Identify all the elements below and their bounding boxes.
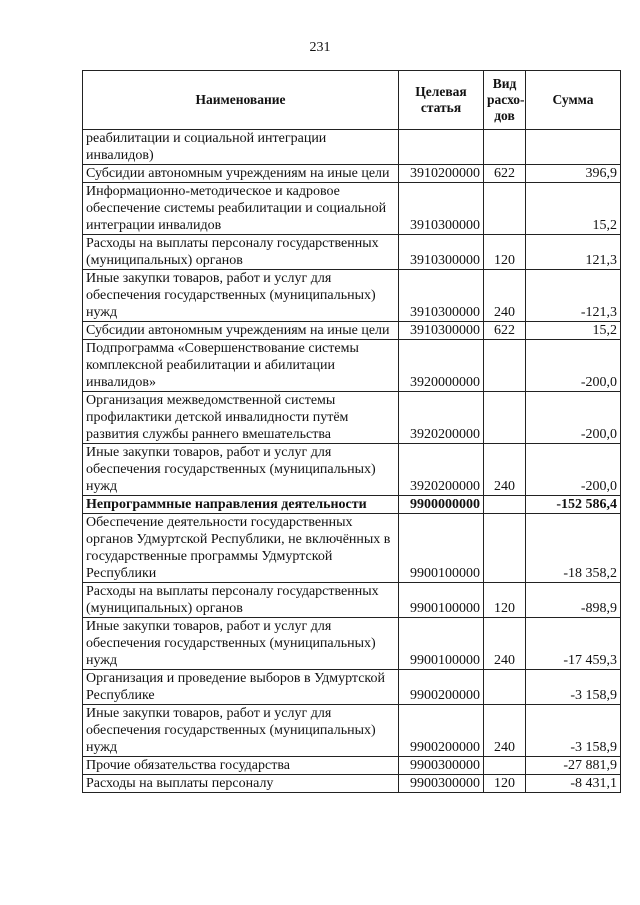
row-code-cell: 3920000000 [399,340,484,392]
table-row [83,496,621,514]
row-name-cell: Обеспечение деятельности государственных органов Удмуртской Республики, не включённых в государственные программы Удмуртской Республики [83,514,399,583]
page-number: 231 [309,40,331,55]
table-row [83,130,621,165]
row-kind-cell [484,757,526,775]
row-kind-cell [484,392,526,444]
header-kind: Вид расхо-дов [484,71,526,130]
row-name-cell: Иные закупки товаров, работ и услуг для обеспечения государственных (муниципальных) нужд [83,270,399,322]
row-sum-cell: 121,3 [526,235,621,270]
row-kind-cell: 240 [484,444,526,496]
table-row [83,235,621,270]
row-kind-cell: 120 [484,235,526,270]
row-kind-cell [484,340,526,392]
row-sum-cell: -17 459,3 [526,618,621,670]
row-name-cell: Непрограммные направления деятельности [83,496,399,514]
budget-table [82,70,621,793]
row-sum-cell: 15,2 [526,322,621,340]
row-code-cell: 3910200000 [399,165,484,183]
row-sum-cell [526,130,621,165]
row-sum-cell: -200,0 [526,444,621,496]
table-row [83,444,621,496]
row-name-cell: Информационно-методическое и кадровое обеспечение системы реабилитации и социальной интеграции инвалидов [83,183,399,235]
table-row [83,583,621,618]
table-row [83,757,621,775]
row-name-cell: Субсидии автономным учреждениям на иные цели [83,165,399,183]
row-sum-cell: 15,2 [526,183,621,235]
row-code-cell: 9900100000 [399,514,484,583]
table-row [83,705,621,757]
row-sum-cell: -898,9 [526,583,621,618]
row-kind-cell [484,183,526,235]
row-name-cell: Организация и проведение выборов в Удмуртской Республике [83,670,399,705]
header-code: Целевая статья [399,71,484,130]
table-header-row [83,71,621,130]
header-sum: Сумма [526,71,621,130]
row-name-cell: Прочие обязательства государства [83,757,399,775]
table-row [83,514,621,583]
row-code-cell: 3920200000 [399,444,484,496]
row-name-cell: Расходы на выплаты персоналу государственных (муниципальных) органов [83,235,399,270]
row-sum-cell: -121,3 [526,270,621,322]
table-row [83,270,621,322]
row-kind-cell [484,670,526,705]
table-row [83,618,621,670]
row-sum-cell: 396,9 [526,165,621,183]
row-code-cell: 3910300000 [399,322,484,340]
row-code-cell: 9900200000 [399,705,484,757]
row-code-cell: 3910300000 [399,235,484,270]
row-kind-cell: 120 [484,775,526,793]
row-name-cell: Подпрограмма «Совершенствование системы комплексной реабилитации и абилитации инвалидов» [83,340,399,392]
row-name-cell: Расходы на выплаты персоналу [83,775,399,793]
row-code-cell: 9900300000 [399,757,484,775]
row-kind-cell: 240 [484,270,526,322]
header-name: Наименование [83,71,399,130]
table-row [83,392,621,444]
row-kind-cell [484,496,526,514]
table-row [83,322,621,340]
row-name-cell: Иные закупки товаров, работ и услуг для обеспечения государственных (муниципальных) нужд [83,705,399,757]
row-sum-cell: -8 431,1 [526,775,621,793]
row-name-cell: Организация межведомственной системы профилактики детской инвалидности путём развития службы раннего вмешательства [83,392,399,444]
table-row [83,340,621,392]
row-code-cell: 9900100000 [399,583,484,618]
table-row [83,775,621,793]
row-code-cell: 3910300000 [399,183,484,235]
table-row [83,183,621,235]
row-code-cell: 9900300000 [399,775,484,793]
row-name-cell: Расходы на выплаты персоналу государственных (муниципальных) органов [83,583,399,618]
row-sum-cell: -200,0 [526,392,621,444]
row-code-cell: 9900000000 [399,496,484,514]
row-code-cell: 9900200000 [399,670,484,705]
row-kind-cell: 622 [484,322,526,340]
row-code-cell: 3910300000 [399,270,484,322]
row-sum-cell: -27 881,9 [526,757,621,775]
row-kind-cell [484,130,526,165]
row-code-cell [399,130,484,165]
row-name-cell: Иные закупки товаров, работ и услуг для обеспечения государственных (муниципальных) нужд [83,444,399,496]
row-kind-cell: 240 [484,705,526,757]
row-sum-cell: -200,0 [526,340,621,392]
row-code-cell: 3920200000 [399,392,484,444]
row-name-cell: реабилитации и социальной интеграции инвалидов) [83,130,399,165]
table-row [83,670,621,705]
row-kind-cell: 120 [484,583,526,618]
row-kind-cell [484,514,526,583]
row-kind-cell: 622 [484,165,526,183]
row-code-cell: 9900100000 [399,618,484,670]
row-name-cell: Иные закупки товаров, работ и услуг для обеспечения государственных (муниципальных) нужд [83,618,399,670]
row-sum-cell: -18 358,2 [526,514,621,583]
table-row [83,165,621,183]
row-name-cell: Субсидии автономным учреждениям на иные цели [83,322,399,340]
row-sum-cell: -3 158,9 [526,670,621,705]
row-sum-cell: -152 586,4 [526,496,621,514]
row-sum-cell: -3 158,9 [526,705,621,757]
row-kind-cell: 240 [484,618,526,670]
